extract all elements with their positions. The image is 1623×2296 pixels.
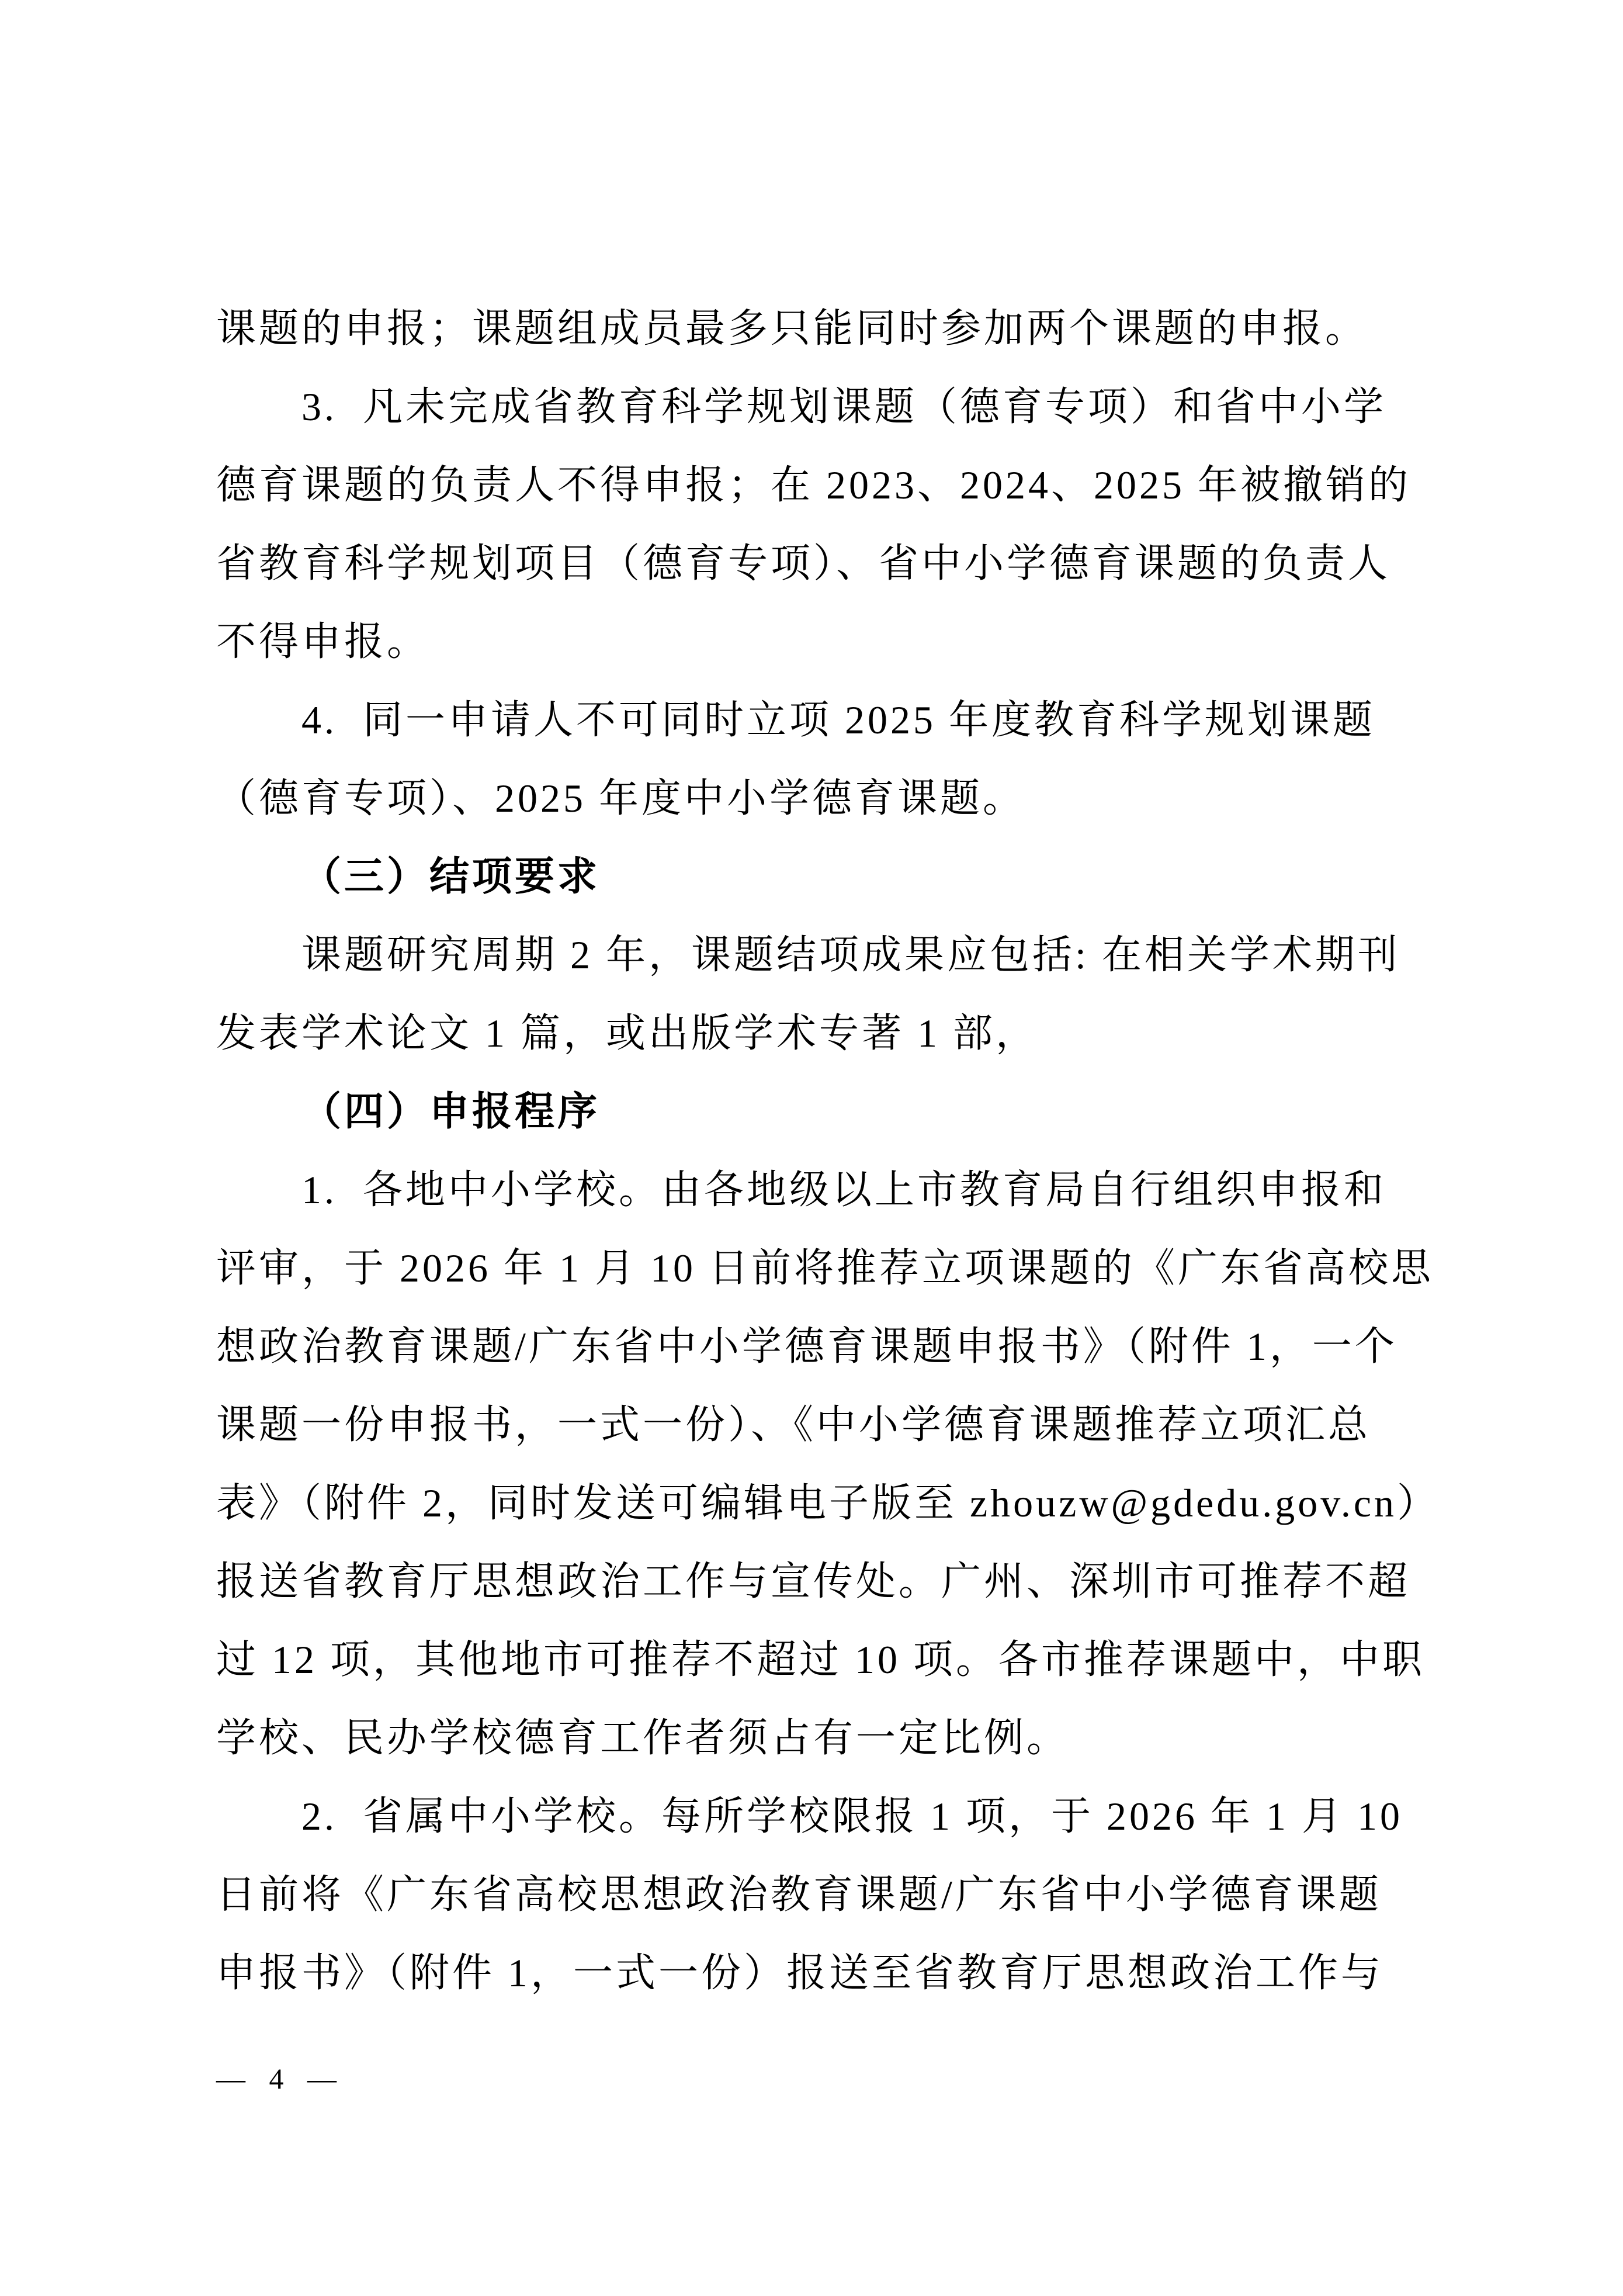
body-line: 申报书》（附件 1，一式一份）报送至省教育厅思想政治工作与: [216, 1951, 1384, 1995]
body-line: 课题研究周期 2 年，课题结项成果应包括: 在相关学术期刊: [301, 933, 1400, 977]
list-item-4: 4. 同一申请人不可同时立项 2025 年度教育科学规划课题: [301, 698, 1376, 742]
body-line: 想政治教育课题/广东省中小学德育课题申报书》（附件 1，一个: [216, 1324, 1397, 1369]
body-line-email: 表》（附件 2，同时发送可编辑电子版至 zhouzw@gdedu.gov.cn）: [216, 1481, 1440, 1525]
body-line: 省教育科学规划项目（德育专项）、省中小学德育课题的负责人: [216, 541, 1391, 586]
body-line: （德育专项）、2025 年度中小学德育课题。: [216, 776, 1026, 820]
page-number: — 4 —: [216, 2062, 345, 2095]
body-line: 日前将《广东省高校思想政治教育课题/广东省中小学德育课题: [216, 1872, 1382, 1917]
list-item-3: 3. 凡未完成省教育科学规划课题（德育专项）和省中小学: [301, 385, 1387, 429]
section-heading-4: （四）申报程序: [301, 1089, 601, 1134]
body-line: 德育课题的负责人不得申报；在 2023、2024、2025 年被撤销的: [216, 463, 1412, 507]
body-line: 课题的申报；课题组成员最多只能同时参加两个课题的申报。: [216, 306, 1368, 351]
list-item-2: 2. 省属中小学校。每所学校限报 1 项，于 2026 年 1 月 10: [301, 1794, 1403, 1838]
body-line: 发表学术论文 1 篇，或出版学术专著 1 部，: [216, 1011, 1039, 1055]
section-heading-3: （三）结项要求: [301, 854, 601, 899]
body-line: 课题一份申报书，一式一份）、《中小学德育课题推荐立项汇总: [216, 1402, 1371, 1447]
list-item-1: 1. 各地中小学校。由各地级以上市教育局自行组织申报和: [301, 1168, 1387, 1212]
body-line: 评审，于 2026 年 1 月 10 日前将推荐立项课题的《广东省高校思: [216, 1246, 1434, 1290]
body-line: 报送省教育厅思想政治工作与宣传处。广州、深圳市可推荐不超: [216, 1559, 1411, 1604]
body-line: 学校、民办学校德育工作者须占有一定比例。: [216, 1716, 1070, 1760]
body-line: 不得申报。: [216, 619, 430, 664]
body-line: 过 12 项，其他地市可推荐不超过 10 项。各市推荐课题中，中职: [216, 1637, 1426, 1682]
